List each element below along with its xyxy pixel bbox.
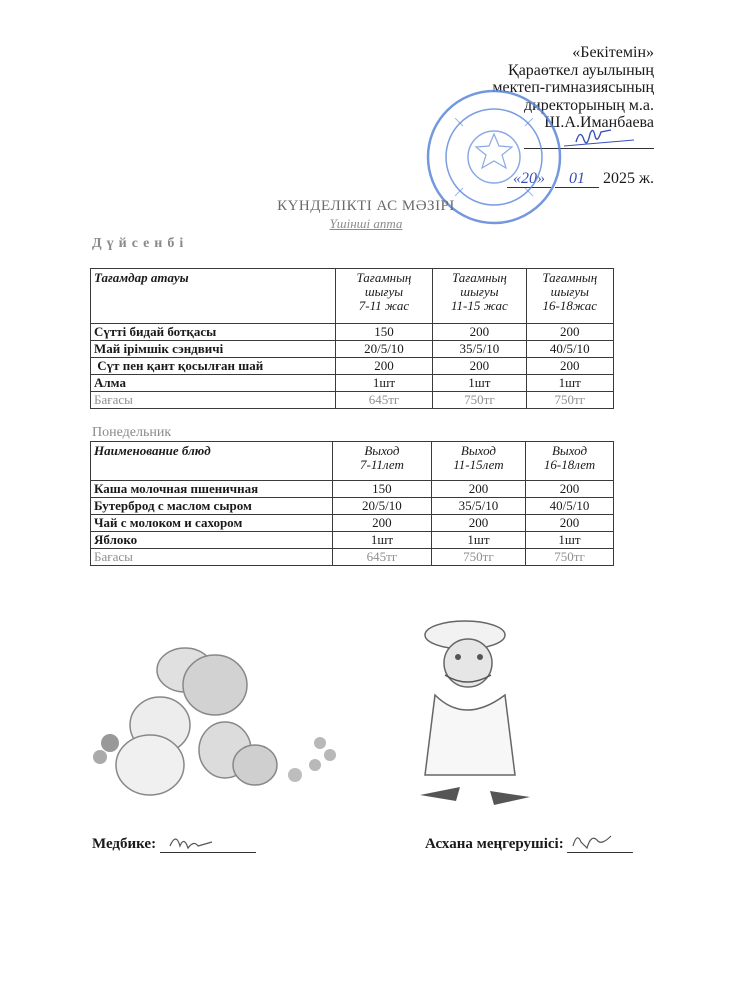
portion-value: 200 xyxy=(526,324,613,341)
canteen-signature-icon xyxy=(567,828,633,852)
price-value: 750тг xyxy=(526,392,613,409)
portion-value: 1шт xyxy=(335,375,433,392)
dish-name: Алма xyxy=(91,375,336,392)
portion-value: 200 xyxy=(335,358,433,375)
date-year: 2025 ж. xyxy=(602,169,654,187)
portion-value: 1шт xyxy=(431,532,525,549)
price-label: Бағасы xyxy=(91,549,333,566)
price-label: Бағасы xyxy=(91,392,336,409)
approval-title: «Бекітемін» xyxy=(572,44,654,61)
table-row xyxy=(91,324,614,341)
portion-value: 1шт xyxy=(526,375,613,392)
portion-value: 20/5/10 xyxy=(333,498,432,515)
dish-name: Май ірімшік сэндвичі xyxy=(91,341,336,358)
portion-value: 200 xyxy=(431,481,525,498)
day-label-ru: Понедельник xyxy=(92,425,172,440)
menu-table-ru xyxy=(90,441,614,566)
header-age-11-15: Выход 11-15лет xyxy=(431,442,525,481)
price-value: 750тг xyxy=(431,549,525,566)
chef-icon xyxy=(420,621,530,805)
approval-school: мектеп-гимназиясының xyxy=(492,79,654,96)
table-header-row xyxy=(91,269,614,324)
menu-table-kz xyxy=(90,268,614,409)
nurse-signature-block xyxy=(92,836,256,853)
approval-village: Қараөткел ауылының xyxy=(508,61,654,79)
dish-name: Бутерброд с маслом сыром xyxy=(91,498,333,515)
food-illustration xyxy=(90,615,610,825)
table-header-row xyxy=(91,442,614,481)
price-value: 645тг xyxy=(333,549,432,566)
header-age-16-18: Тағамның шығуы 16-18жас xyxy=(526,269,613,324)
price-value: 645тг xyxy=(335,392,433,409)
canteen-manager-signature-block xyxy=(425,836,633,853)
price-value: 750тг xyxy=(433,392,526,409)
dish-name: Сүтті бидай ботқасы xyxy=(91,324,336,341)
nurse-label: Медбике: xyxy=(92,836,157,852)
portion-value: 200 xyxy=(526,515,614,532)
approval-position: директорының м.а. xyxy=(524,96,654,114)
nurse-signature-icon xyxy=(160,828,256,852)
table-row xyxy=(91,481,614,498)
portion-value: 200 xyxy=(526,481,614,498)
header-dish-name: Тағамдар атауы xyxy=(91,269,336,324)
approval-director-name: Ш.А.Иманбаева xyxy=(544,114,654,131)
portion-value: 1шт xyxy=(333,532,432,549)
price-value: 750тг xyxy=(526,549,614,566)
portion-value: 40/5/10 xyxy=(526,341,613,358)
portion-value: 150 xyxy=(333,481,432,498)
portion-value: 200 xyxy=(526,358,613,375)
table-row xyxy=(91,515,614,532)
date-day: «20» xyxy=(507,170,551,188)
portion-value: 40/5/10 xyxy=(526,498,614,515)
dish-name: Сүт пен қант қосылған шай xyxy=(91,358,336,375)
canteen-signature-line xyxy=(567,838,633,853)
canteen-manager-label: Асхана меңгерушісі: xyxy=(425,836,564,852)
portion-value: 200 xyxy=(433,358,526,375)
portion-value: 1шт xyxy=(433,375,526,392)
portion-value: 150 xyxy=(335,324,433,341)
portion-value: 20/5/10 xyxy=(335,341,433,358)
page-title: КҮНДЕЛІКТІ АС МӘЗІРІ xyxy=(277,198,455,214)
table-row xyxy=(91,532,614,549)
table-row xyxy=(91,358,614,375)
table-row xyxy=(91,375,614,392)
price-row xyxy=(91,549,614,566)
header-dish-name: Наименование блюд xyxy=(91,442,333,481)
nurse-signature-line xyxy=(160,838,256,853)
header-age-7-11: Тағамның шығуы 7-11 жас xyxy=(335,269,433,324)
portion-value: 1шт xyxy=(526,532,614,549)
portion-value: 200 xyxy=(433,324,526,341)
portion-value: 200 xyxy=(431,515,525,532)
header-age-7-11: Выход 7-11лет xyxy=(333,442,432,481)
dish-name: Чай с молоком и сахором xyxy=(91,515,333,532)
fruit-basket-icon xyxy=(93,648,336,795)
dish-name: Яблоко xyxy=(91,532,333,549)
table-row xyxy=(91,498,614,515)
day-label-kz: Дүйсенбі xyxy=(92,236,189,251)
portion-value: 35/5/10 xyxy=(433,341,526,358)
page-subtitle: Үшінші апта xyxy=(329,216,403,231)
date-month: 01 xyxy=(555,170,599,188)
table-row xyxy=(91,341,614,358)
portion-value: 35/5/10 xyxy=(431,498,525,515)
price-row xyxy=(91,392,614,409)
dish-name: Каша молочная пшеничная xyxy=(91,481,333,498)
portion-value: 200 xyxy=(333,515,432,532)
header-age-16-18: Выход 16-18лет xyxy=(526,442,614,481)
header-age-11-15: Тағамның шығуы 11-15 жас xyxy=(433,269,526,324)
